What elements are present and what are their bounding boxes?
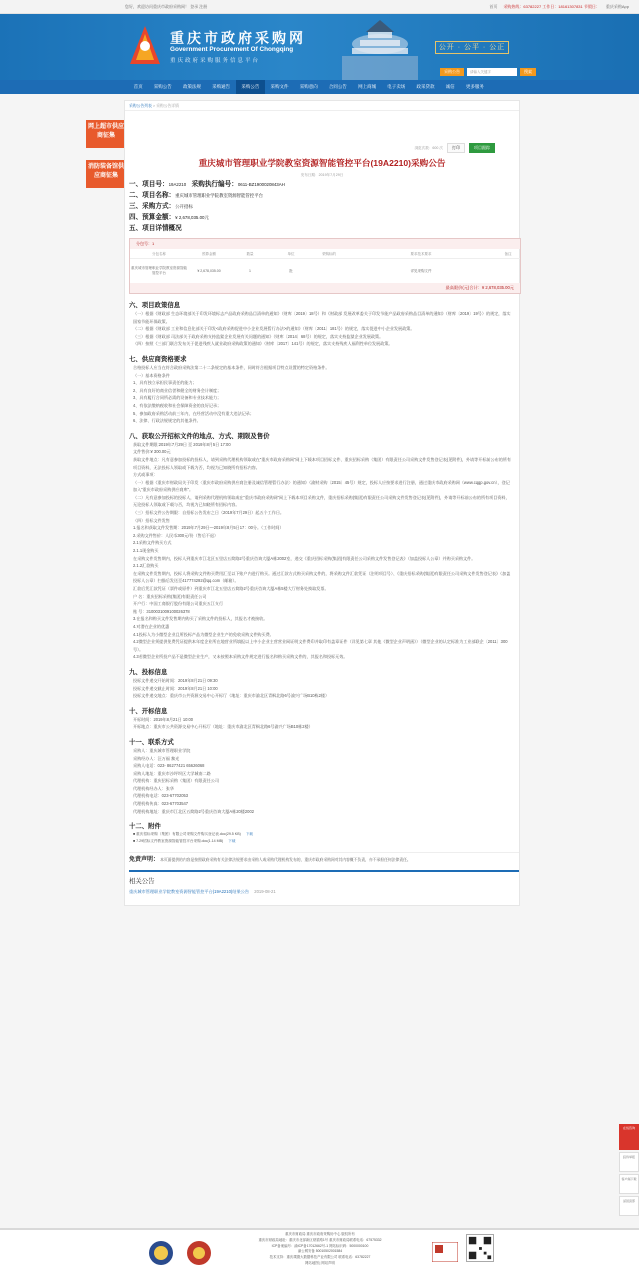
qr-code-icon xyxy=(466,1234,494,1262)
notice-title: 重庆城市管理职业学院教室资源智能管控平台(19A2210)采购公告 xyxy=(198,158,446,168)
paragraph: 在采购文件发售期内，投标人将采购文件购买费用汇至以下账户内进行购买。通过汇款方式购买采购文件的，将采购文件汇款凭证（注明项目号）、《重庆招标采购(集团)有限责任公司采购文件发售登记表》（加盖投标人公章）扫描后发送至417774292@qq.com（邮箱）。 xyxy=(133,570,511,584)
page-footer xyxy=(0,1228,639,1276)
site-logo-icon[interactable] xyxy=(128,24,162,66)
paragraph: 2.1.2汇款购买 xyxy=(133,563,159,569)
back-to-top-button[interactable]: 返回顶部 xyxy=(619,1196,639,1216)
paragraph: 代理机构电话：023-67702053 xyxy=(133,793,189,799)
section-heading: 六、项目政策信息 xyxy=(129,302,181,309)
hotline-text: 采购热线：63782227 工作日：18161307831 节假日： xyxy=(503,3,600,9)
paragraph: 户 名：重庆招标采购(集团)有限责任公司 xyxy=(133,593,207,599)
download-link[interactable]: 下载 xyxy=(228,838,236,843)
project-details-heading: 五、项目详情概况 xyxy=(129,225,182,232)
procurement-method-label: 三、采购方式： xyxy=(129,203,176,210)
table-cell: 详见采购文件 xyxy=(410,268,432,273)
paragraph: 5、参加政府采购活动前三年内，在经营活动中没有重大违法记录； xyxy=(133,410,254,416)
breadcrumb-current: > 采购公告详情 xyxy=(152,104,179,108)
paragraph: 代理机构经办人：张华 xyxy=(133,785,174,791)
paragraph: 4.2微型企业须提供免费凭证提供本年度企业所在地营业所填报以上中小企业主营营业网证明文件费印并取印有盖章证件（详见第七章 其他《微型企业声明函》）（微型企业的认定标准为工业部联企〔2011〕300号）。 xyxy=(133,639,508,652)
paragraph: 1、具有独立承担民事责任的能力； xyxy=(133,380,197,386)
paragraph: 1.报名和获取文件发售期：2019年7月29日—2019年8月5日17：00分。（工作时间） xyxy=(133,525,284,531)
welcome-text[interactable]: 您好，欢迎访问重庆市政府采购网！ 登录 注册 xyxy=(125,3,208,9)
related-notices xyxy=(129,870,519,895)
package-number: 分包号：1 xyxy=(130,239,520,249)
footer-line: 渝公网安备 50010502001584 xyxy=(297,1249,343,1254)
disclaimer-text: 本页面提供的内容是按照政府采购有关法律法规要求由采购人或采购代理机构发布的，重庆市政府采购网对其内容概不负责，亦不承担任何法律责任。 xyxy=(160,858,411,863)
section-heading: 九、投标信息 xyxy=(129,668,168,676)
disclaimer-label: 免责声明： xyxy=(129,857,160,864)
nav-item-credit[interactable]: 诚信 xyxy=(445,84,455,89)
breadcrumb-list-link[interactable]: 采购公告列表 xyxy=(129,104,152,108)
paragraph: （三）根据《财政部 司法部关于政府采购支持监狱企业发展有关问题的通知》（财库〔2014〕68号）的规定，落实支持监狱企业发展政策。 xyxy=(133,333,384,339)
notice-container xyxy=(124,100,520,906)
main-nav xyxy=(0,80,639,94)
exec-number-label: 采购执行编号： xyxy=(191,181,238,188)
complaint-button[interactable]: 投诉举报 xyxy=(619,1152,639,1172)
paragraph: （四）按照《三部门联合发布关于促进残疾人就业政府采购政策的通知》（财库〔2017〕141号）的规定，落实支持残疾人福利性单位发展政策。 xyxy=(133,341,393,347)
download-link[interactable]: 下载 xyxy=(245,832,253,837)
footer-line: 重庆市财政局 重庆市政府采购协中心 版权所有 xyxy=(285,1232,355,1236)
consult-button[interactable]: 在线咨询 xyxy=(619,1124,639,1150)
project-number-value: 19A2210 xyxy=(168,182,187,187)
exec-number-value: 0611-BZ1900020843AH xyxy=(237,182,285,187)
related-date: 2019-08-21 xyxy=(254,888,276,894)
paragraph: 4.对潜在企业的优惠 xyxy=(133,623,170,629)
procurement-method-line xyxy=(129,203,519,211)
table-cell: 重庆城市管理职业学院教室资源智能管控平台 xyxy=(131,266,187,275)
print-button[interactable]: 打印 xyxy=(447,143,465,153)
nav-item-intent[interactable]: 采购意向 xyxy=(299,84,318,89)
footer-line: 技术支持：重庆璞德大数据科技产业有限公司 联系电话：63782227 xyxy=(269,1255,371,1260)
search-submit-button[interactable]: 搜索 xyxy=(520,68,536,76)
attachment-item: ■ 7.29招标文件教室资源智能管控平台采购.doc(1.14 MB) 下载 xyxy=(133,838,236,843)
table-row xyxy=(130,259,520,283)
header-search xyxy=(440,68,536,76)
paragraph: 获取文件期限:2019年7月29日 至 2019年8月5日 17:00 xyxy=(133,441,231,447)
site-title-cn: 重庆市政府采购网 xyxy=(170,31,306,47)
table-cell: 批 xyxy=(289,268,293,273)
footer-line: 重庆市财政局地址：重庆市北部新区财星路1号 重庆市财政局联系电话：67575332 xyxy=(258,1237,382,1242)
nav-item-procurement[interactable]: 采购公告 xyxy=(236,80,265,94)
nav-item-mall[interactable]: 网上商城 xyxy=(358,84,377,89)
paragraph: 投标文件递交地点：重庆市公共资源交易中心开标厅（地址：重庆市渝北区青枫北路6号渝兴广场B10栋2楼） xyxy=(133,693,330,699)
paragraph: 投标文件递交开始时间：2019年8月21日 09:30 xyxy=(133,677,218,683)
col-header: 分包名称 xyxy=(152,252,166,256)
footer-links[interactable]: 网站地图 | 网站声明 xyxy=(305,1260,335,1265)
paragraph: 在采购文件发售期内，投标人到重庆市江北区五里店五简路2号重庆咨询大厦A栋2002室，递交《重庆招标采购(集团)有限责任公司采购文件发售登记表》（加盖投标人公章）并购买采购文件。 xyxy=(133,555,476,561)
top-bar xyxy=(0,0,639,14)
disclaimer xyxy=(129,852,519,863)
paragraph: 汇款后凭汇款凭证（票件或原件）到重庆市江北五里店五简路2号重庆咨询大厦A栋5楼大厅财务处换取发票。 xyxy=(133,586,329,591)
paragraph: 采购经办人：汪万福 黎光 xyxy=(133,755,180,761)
table-cell: 1 xyxy=(249,269,251,273)
paragraph: 开标时间：2019年8月21日 10:00 xyxy=(133,716,194,722)
paragraph: （三）招标文件公告期限：自招标公告发布之日（2019年7月29日）起五个工作日。 xyxy=(133,510,285,516)
col-header: 备注 xyxy=(504,252,512,256)
section-heading: 七、供应商资格要求 xyxy=(129,355,187,363)
nav-item-loan[interactable]: 政采贷款 xyxy=(416,84,435,89)
package-table xyxy=(129,238,521,294)
budget-line xyxy=(129,214,519,222)
site-subtitle: 重庆政府采购服务信息平台 xyxy=(170,58,261,64)
nav-item-more[interactable]: 更多服务 xyxy=(465,84,484,89)
project-name-line xyxy=(129,192,519,200)
paragraph: 采购人地址：重庆市沙坪坝区大学城南二路 xyxy=(133,770,211,776)
paragraph: 代理机构地址：重庆市江北区五简路2号重庆咨询大厦A栋20楼2002 xyxy=(133,808,255,814)
budget-label: 四、预算金额： xyxy=(129,214,176,221)
nav-item-policy[interactable]: 政策法规 xyxy=(182,84,201,89)
project-name-label: 二、项目名称： xyxy=(129,192,176,199)
paragraph: 采购人电话：023- 86277421 65626068 xyxy=(133,763,205,769)
table-total: 最高限价(元)合计：¥ 2,678,035.00元 xyxy=(130,283,520,293)
right-float-bar xyxy=(619,1124,639,1218)
procurement-method-value: 公开招标 xyxy=(175,204,193,209)
attachment-name[interactable]: 7.29招标文件教室资源智能管控平台采购.doc(1.14 MB) xyxy=(136,838,224,843)
paragraph: 文件售价:¥ 300.00元 xyxy=(133,449,171,455)
paragraph: 采购人：重庆城市管理职业学院 xyxy=(133,747,191,753)
slogan-badge: 公开 · 公平 · 公正 xyxy=(435,41,509,54)
search-input[interactable]: 请输入关键字 xyxy=(467,68,517,76)
nav-item-home[interactable]: 首页 xyxy=(133,84,143,89)
project-name-value: 重庆城市管理职业学院教室资源智能管控平台 xyxy=(175,193,263,198)
section-heading: 十一、联系方式 xyxy=(129,738,174,746)
nav-item-announce[interactable]: 采购通告 xyxy=(212,84,231,89)
paragraph: 获取文件地点：凡有意参加投标的投标人，请到采购代理机构领取或在“重庆市政府采购网”网上下载本项目招标文件、重庆招标采购（集团）有限责任公司采购文件发售登记表(见附件)，外请等开标前公布的所有项目资料，无法投标人领取或下载为否，均视为已知晓所有招标内容。 xyxy=(133,456,511,470)
footer-info xyxy=(210,1232,430,1267)
nav-item-contract[interactable]: 合同公告 xyxy=(328,84,347,89)
home-link[interactable]: 首页 xyxy=(489,3,498,9)
related-item xyxy=(129,889,519,895)
paragraph: 2、具有良好的商业信誉和健全的财务会计制度； xyxy=(133,387,222,393)
gov-badge-icon[interactable] xyxy=(186,1238,212,1268)
paragraph: （一）基本资格条件 xyxy=(133,372,170,378)
paragraph: 方式或事项： xyxy=(133,472,158,478)
paragraph: 2.1采购文件购买方式 xyxy=(133,540,172,546)
app-download-button[interactable]: 客户端下载 xyxy=(619,1174,639,1194)
header-banner xyxy=(0,14,639,80)
table-cell: ¥ 2,678,035.00 xyxy=(197,269,221,273)
related-heading: 相关公告 xyxy=(129,877,155,885)
site-title-en: Government Procurement Of Chongqing xyxy=(170,46,294,53)
paragraph: 代理机构：重庆招标采购（集团）有限责任公司 xyxy=(133,778,219,784)
paragraph: （一）根据《财政部 生态环境部关于印发环境标志产品政府采购品目清单的通知》（财库〔2019〕18号）和《财政部 发展改革委关于印发节能产品政府采购品目清单的通知》（财库〔2019〕19号）的规定，落实国家节能环保政策。 xyxy=(133,311,511,324)
project-number-label: 一、项目号： xyxy=(129,181,169,188)
paragraph: 4.1投标人为小微型企业且所投标产品为微型企业生产的免收采购文件购买费。 xyxy=(133,631,274,637)
paragraph: 开标地点：重庆市公共资源交易中心开标厅（地址：重庆市渝北区青枫北路6号渝兴广场B10栋2楼） xyxy=(133,724,313,730)
nav-item-notices[interactable]: 采购公告 xyxy=(153,84,172,89)
publish-date: 发布日期：2019年7月29日 xyxy=(300,173,344,177)
paragraph: 开户行：中国工商银行股份有限公司重庆五江支行 xyxy=(133,601,224,607)
paragraph: 4、有依法缴纳税收和社会保障资金的良好记录； xyxy=(133,402,222,408)
nav-item-docs[interactable]: 采购文件 xyxy=(270,84,289,89)
paragraph: 2.1.1现金购买 xyxy=(133,548,159,554)
paragraph: 合格投标人应当在符合政府采购法第二十二条规定的基本条件，同时符合根据项目特点设置的特定资格条件。 xyxy=(133,364,330,370)
paragraph: 6、法律、行政法规规定的其他条件。 xyxy=(133,418,201,424)
search-type-button[interactable]: 采购公告 xyxy=(440,68,464,76)
attachment-name[interactable]: 重庆招标采购（集团）有限公司采购文件购买登记表.doc(29.5 KB) xyxy=(136,832,241,837)
gov-site-badge-icon[interactable] xyxy=(432,1242,458,1262)
breadcrumb xyxy=(125,101,519,111)
paragraph: 4.3若微型企业所投产品不是微型企业生产，又未按照本采购文件规定进行报名和购买采购文件的，其报名和投标无效。 xyxy=(133,654,348,660)
col-header: 采购标的 xyxy=(322,252,336,256)
section-heading: 十二、附件 xyxy=(129,823,161,831)
notice-body xyxy=(125,181,519,905)
footer-line: ICP备案编号：渝ICP备17012662号-1 网站标识码：5000000100 xyxy=(271,1243,369,1248)
paragraph: 3.在报名和购买文件发售期内购买了采购文件的投标人，其报名才被接收。 xyxy=(133,616,268,622)
nav-item-emall[interactable]: 电子卖场 xyxy=(387,84,406,89)
top-links xyxy=(489,4,629,10)
table-header xyxy=(130,249,520,259)
budget-value: ¥ 2,678,035.00元 xyxy=(175,215,209,220)
paragraph: （一）根据《重庆市财政局关于印发〈重庆市政府采购供应商注册及诚信管理暂行办法〉的通知》（渝财采购〔2015〕45号）规定，投标人应按要求进行注册，通过重庆市政府采购网（www.cqgp.gov.cn），登记加入“重庆市政府采购供应商库”。 xyxy=(133,479,510,493)
police-badge-icon[interactable] xyxy=(148,1238,174,1268)
paragraph: 3、具有履行合同所必需的设备和专业技术能力； xyxy=(133,395,222,401)
section-heading: 八、获取公开招标文件的地点、方式、期限及售价 xyxy=(129,432,270,440)
notice-toolbar xyxy=(125,111,519,153)
col-header: 单位 xyxy=(287,252,295,256)
paragraph: 账 号：3100031009100026378 xyxy=(133,608,190,614)
attachment-item: ■ 重庆招标采购（集团）有限公司采购文件购买登记表.doc(29.5 KB) 下载 xyxy=(133,832,253,837)
app-link[interactable]: 重庆采购App xyxy=(605,3,629,9)
section-heading: 十、开标信息 xyxy=(129,707,168,715)
related-link[interactable]: 重庆城市管理职业学院教室资源智能管控平台(19A2210)结果公告 xyxy=(129,888,250,894)
view-count: 浏览次数：600 次 xyxy=(414,145,443,150)
paragraph: 代理机构传真：023-67703547 xyxy=(133,801,189,807)
col-header: 数量 xyxy=(246,252,254,256)
paragraph: （四）招标文件发售 xyxy=(133,517,170,523)
temple-illustration xyxy=(330,14,430,80)
paragraph: 2.采购文件售价：人民币300元/份（售后不退） xyxy=(133,532,219,538)
paragraph: （二）凡有意参加投标的投标人，请到采购代理机构领取或在“重庆市政府采购网”网上下载本项目采购文件，重庆招标采购(集团)有限责任公司采购文件发售登记表(见附件)，外请等开标前公布的所有项目资料，无论投标人领取或下载与否，均视为已知晓所有招标内容。 xyxy=(133,494,510,508)
col-header: 要求技术要求 xyxy=(410,252,432,256)
ad-mall-suppliers[interactable]: 网上超市供应商征集 xyxy=(86,120,126,148)
project-number-line xyxy=(129,181,519,189)
track-button[interactable]: 项目跟踪 xyxy=(469,143,495,153)
col-header: 预算金额 xyxy=(202,252,216,256)
ad-fire-suppliers[interactable]: 消防装备馆供应商征集 xyxy=(86,160,126,188)
paragraph: （二）根据《财政部 工业和信息化部关于印发<政府采购促进中小企业发展暂行办法>的通知》（财库〔2011〕181号）的规定，落实促进中小企业发展政策。 xyxy=(133,326,415,332)
paragraph: 投标文件递交截止时间：2019年8月21日 10:00 xyxy=(133,685,218,691)
